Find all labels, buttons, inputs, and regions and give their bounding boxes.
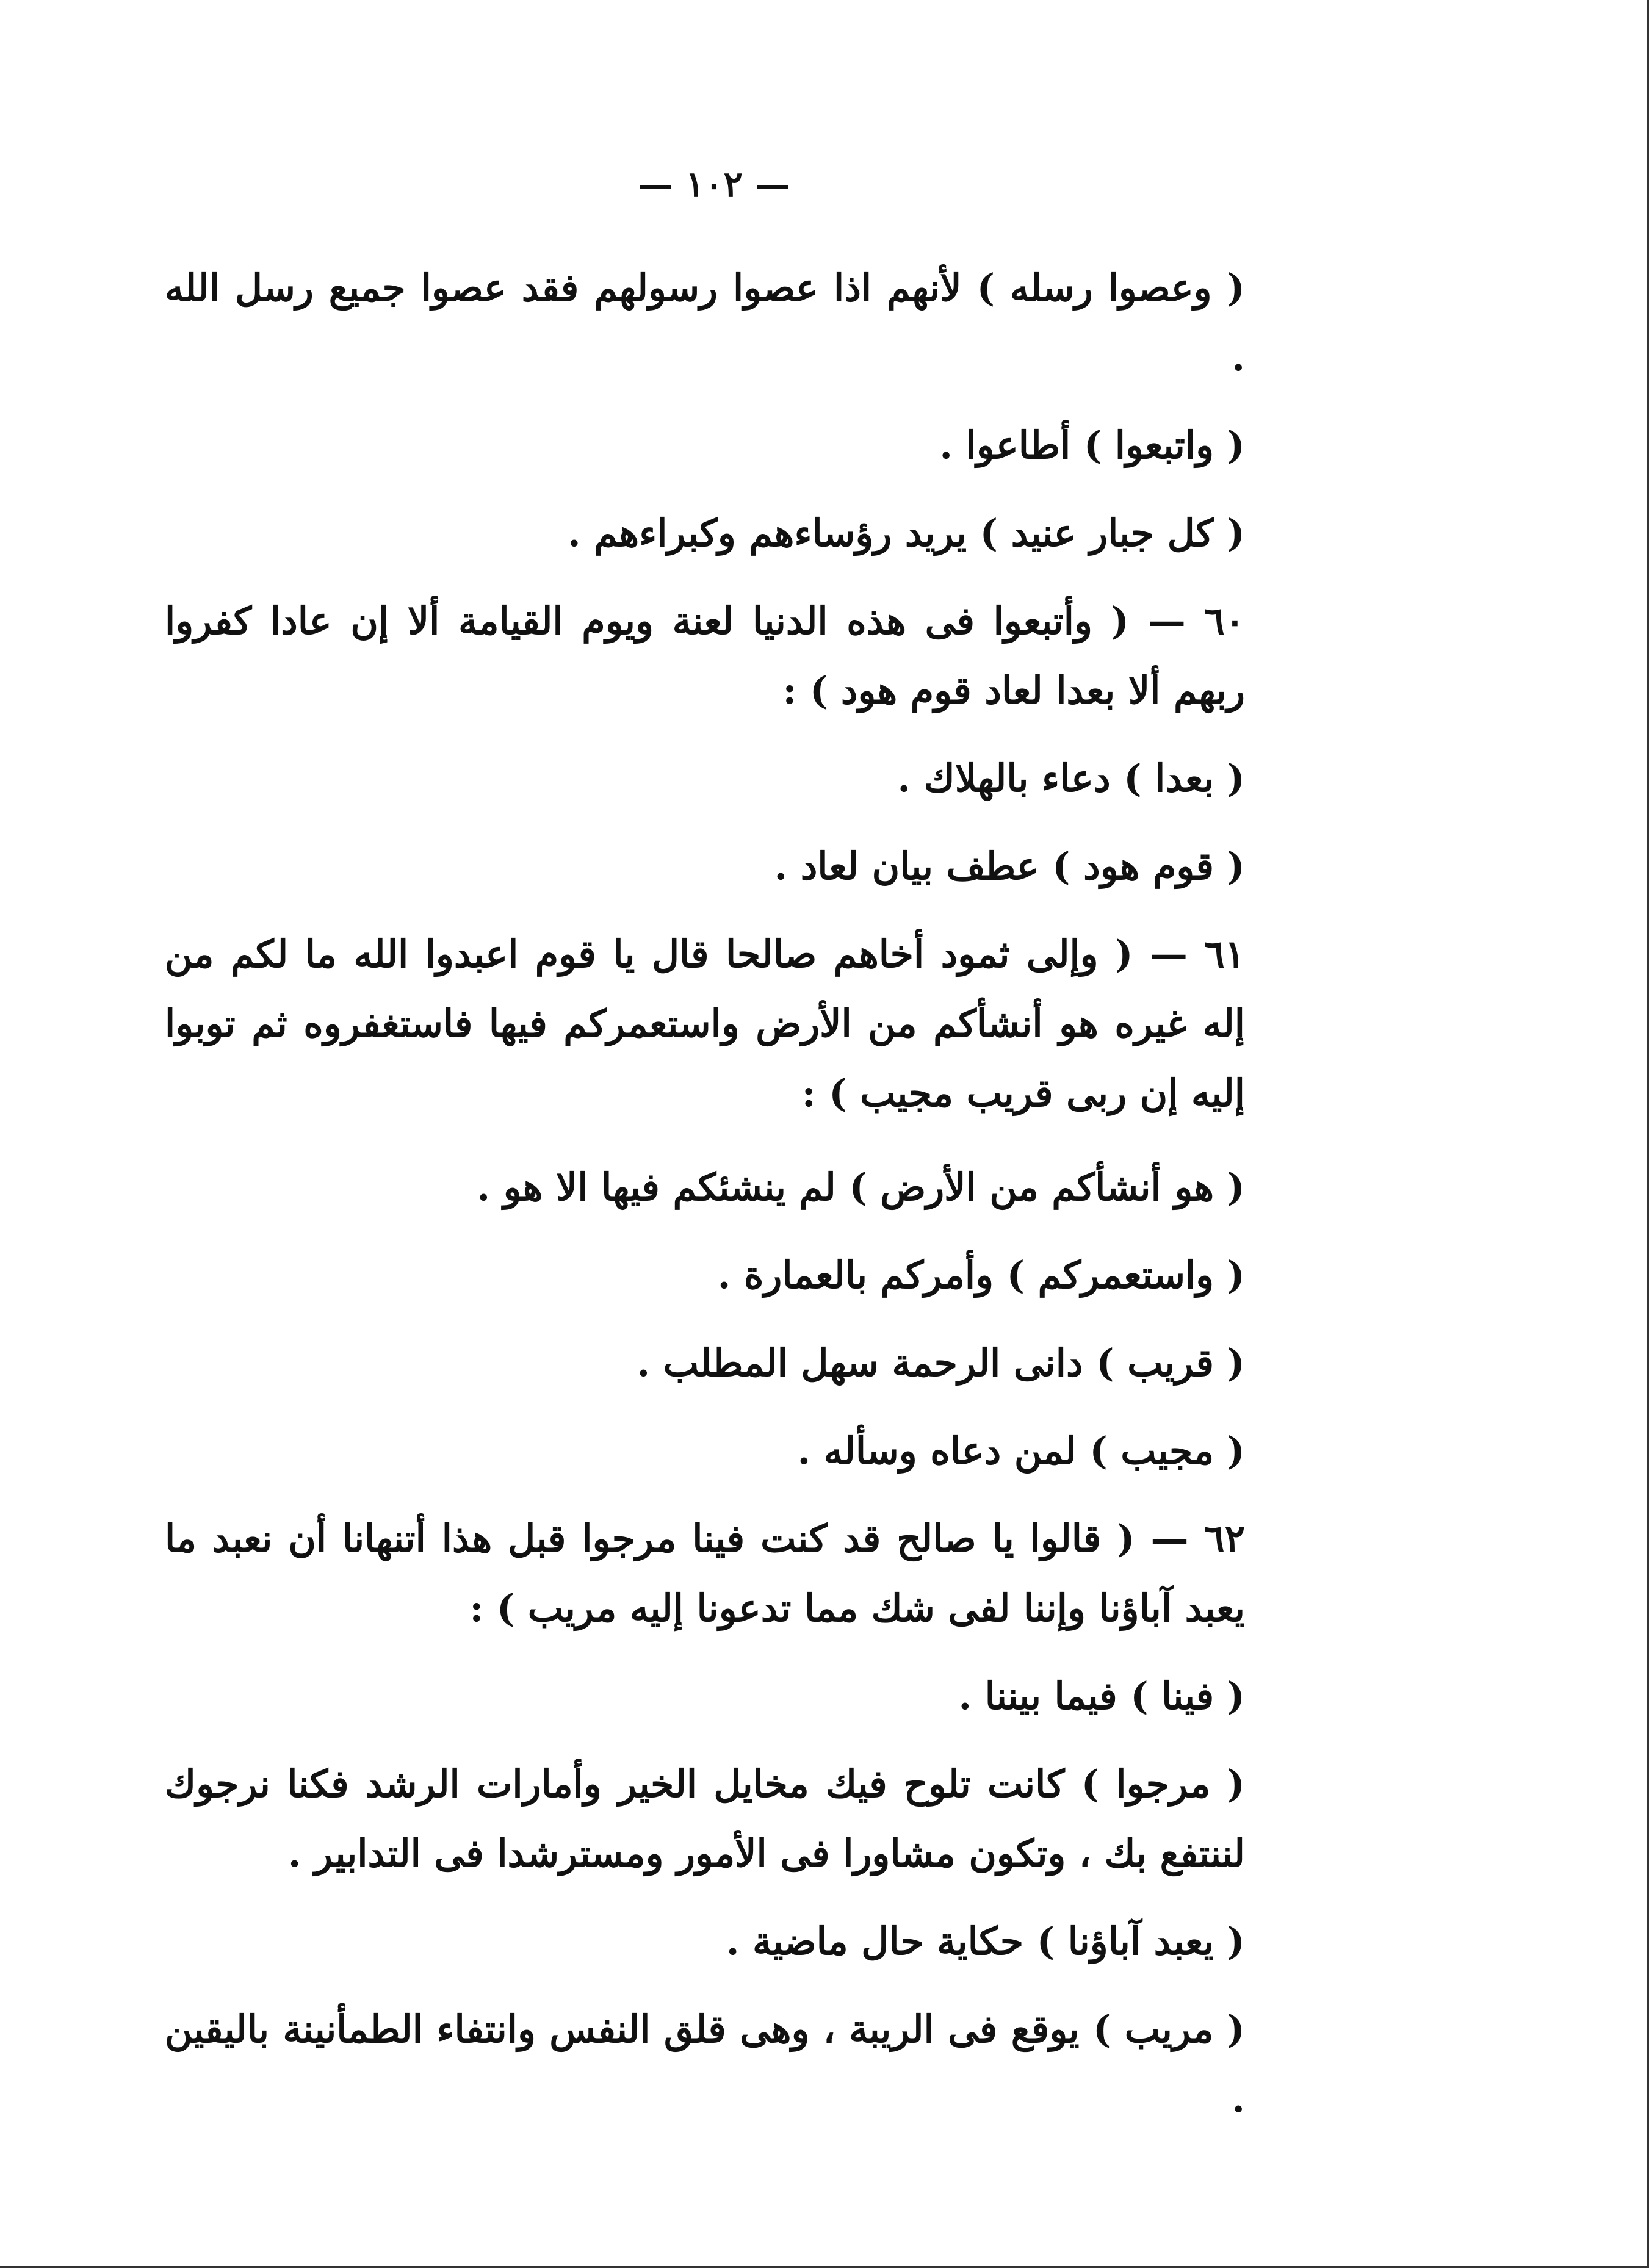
verse-61: ٦١ — ( وإلى ثمود أخاهم صالحا قال يا قوم اعبدوا الله ما لكم من إله غيره هو أنشأكم من الأرض واستعمركم فيها فاستغفروه ثم توبوا إليه إن ربى قريب مجيب ) :: [165, 932, 1245, 1115]
paragraph-3: ( كل جبار عنيد ) يريد رؤساءهم وكبراءهم .: [567, 511, 1245, 555]
paragraph-1: ( وعصوا رسله ) لأنهم اذا عصوا رسولهم فقد عصوا جميع رسل الله .: [165, 265, 1245, 380]
paragraph-5: ( بعدا ) دعاء بالهلاك .: [897, 756, 1245, 801]
page-body: [165, 253, 1337, 2134]
paragraph-2: ( واتبعوا ) أطاعوا .: [939, 423, 1245, 467]
paragraph-11: ( مجيب ) لمن دعاه وسأله .: [797, 1428, 1245, 1473]
paragraph-10: ( قريب ) دانى الرحمة سهل المطلب .: [637, 1341, 1245, 1385]
paragraph-13: ( فينا ) فيما بيننا .: [958, 1674, 1245, 1718]
paragraph-14: ( مرجوا ) كانت تلوح فيك مخايل الخير وأمارات الرشد فكنا نرجوك لننتفع بك ، وتكون مشاورا فى الأمور ومسترشدا فى التدابير .: [165, 1762, 1245, 1876]
paragraph-9: ( واستعمركم ) وأمركم بالعمارة .: [717, 1253, 1245, 1297]
paragraph-15: ( يعبد آباؤنا ) حكاية حال ماضية .: [726, 1919, 1245, 1964]
paragraph-16: ( مريب ) يوقع فى الريبة ، وهى قلق النفس وانتفاء الطمأنينة باليقين .: [165, 2007, 1245, 2121]
verse-60: ٦٠ — ( وأتبعوا فى هذه الدنيا لعنة ويوم القيامة ألا إن عادا كفروا ربهم ألا بعدا لعاد قوم هود ) :: [165, 599, 1245, 713]
paragraph-8: ( هو أنشأكم من الأرض ) لم ينشئكم فيها الا هو .: [477, 1165, 1245, 1209]
paragraph-6: ( قوم هود ) عطف بيان لعاد .: [774, 844, 1245, 888]
verse-62: ٦٢ — ( قالوا يا صالح قد كنت فينا مرجوا قبل هذا أتنهانا أن نعبد ما يعبد آباؤنا وإننا لفى شك مما تدعونا إليه مريب ) :: [165, 1516, 1245, 1630]
page-number: — ١٠٢ —: [638, 164, 790, 205]
